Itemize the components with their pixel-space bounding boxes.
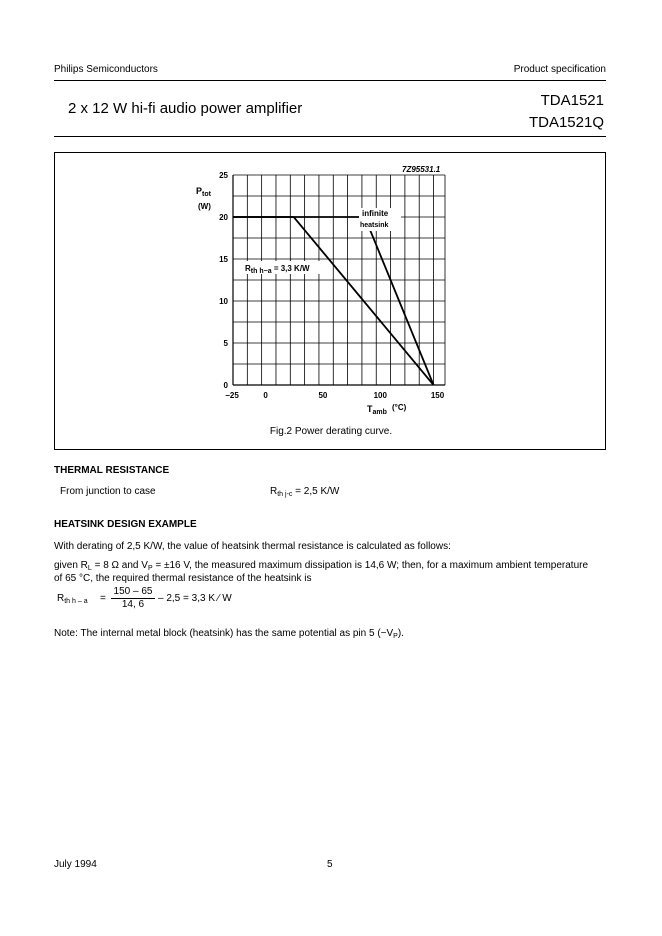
formula-denominator: 14, 6 — [121, 599, 145, 610]
x-tick-label: 100 — [373, 391, 387, 400]
heatsink-intro: With derating of 2,5 K/W, the value of heatsink thermal resistance is calculated as follows: — [54, 541, 451, 552]
page-number: 5 — [327, 859, 333, 870]
y-tick-label: 5 — [223, 339, 228, 348]
part-number-2: TDA1521Q — [528, 114, 604, 131]
figure-code: 7Z95531.1 — [402, 165, 441, 174]
heatsink-line2: of 65 °C, the required thermal resistance of the heatsink is — [54, 573, 312, 584]
part-number-1: TDA1521 — [540, 92, 604, 109]
annotation-heatsink: heatsink — [360, 222, 389, 229]
thermal-heading: THERMAL RESISTANCE — [54, 465, 170, 476]
annotation-rth: Rth h−a = 3,3 K/W — [245, 264, 310, 275]
x-tick-label: 50 — [318, 391, 328, 400]
y-tick-label: 10 — [219, 297, 228, 306]
y-tick-label: 15 — [219, 255, 228, 264]
y-tick-label: 25 — [219, 171, 228, 180]
figure-caption: Fig.2 Power derating curve. — [269, 426, 393, 437]
formula-rest: – 2,5 = 3,3 K ⁄ W — [158, 593, 232, 604]
x-tick-label: −25 — [225, 391, 239, 400]
heatsink-given-line: given $R_L = 8$ Ω and $V_P = \pm 16$ V, the measured maximum dissipation is 14,6 W; then, for a maximum ambient temperature — [54, 560, 589, 572]
x-tick-label: 150 — [430, 391, 445, 400]
x-tick-label: 0 — [263, 391, 268, 400]
annotation-infinite: infinite — [362, 209, 389, 218]
company-name: Philips Semiconductors — [54, 64, 158, 75]
formula-numerator: 150 – 65 — [113, 586, 153, 597]
document-type: Product specification — [513, 64, 606, 75]
x-axis-label: $T_{amb}$ — [367, 404, 387, 416]
y-axis-label: $P_{tot}$ — [196, 186, 211, 198]
y-tick-label: 20 — [219, 213, 228, 222]
chart-ticks — [219, 171, 445, 400]
thermal-row-value: $R_{th j-c} = 2,5$ K/W — [270, 486, 340, 498]
note: Note: The internal metal block (heatsink) has the same potential as pin 5 $(-V_P)$. — [54, 628, 404, 640]
thermal-row-label: From junction to case — [60, 486, 156, 497]
y-tick-label: 0 — [223, 381, 228, 390]
heatsink-heading: HEATSINK DESIGN EXAMPLE — [54, 519, 197, 530]
footer-date: July 1994 — [54, 859, 97, 870]
y-axis-unit: (W) — [198, 202, 211, 211]
formula-equals: = — [100, 593, 106, 604]
formula-lhs: $R_{th h - a}$ — [57, 593, 88, 605]
chart-grid — [233, 175, 445, 385]
x-axis-unit: (°C) — [392, 403, 407, 412]
document-title: 2 x 12 W hi-fi audio power amplifier — [68, 100, 303, 117]
